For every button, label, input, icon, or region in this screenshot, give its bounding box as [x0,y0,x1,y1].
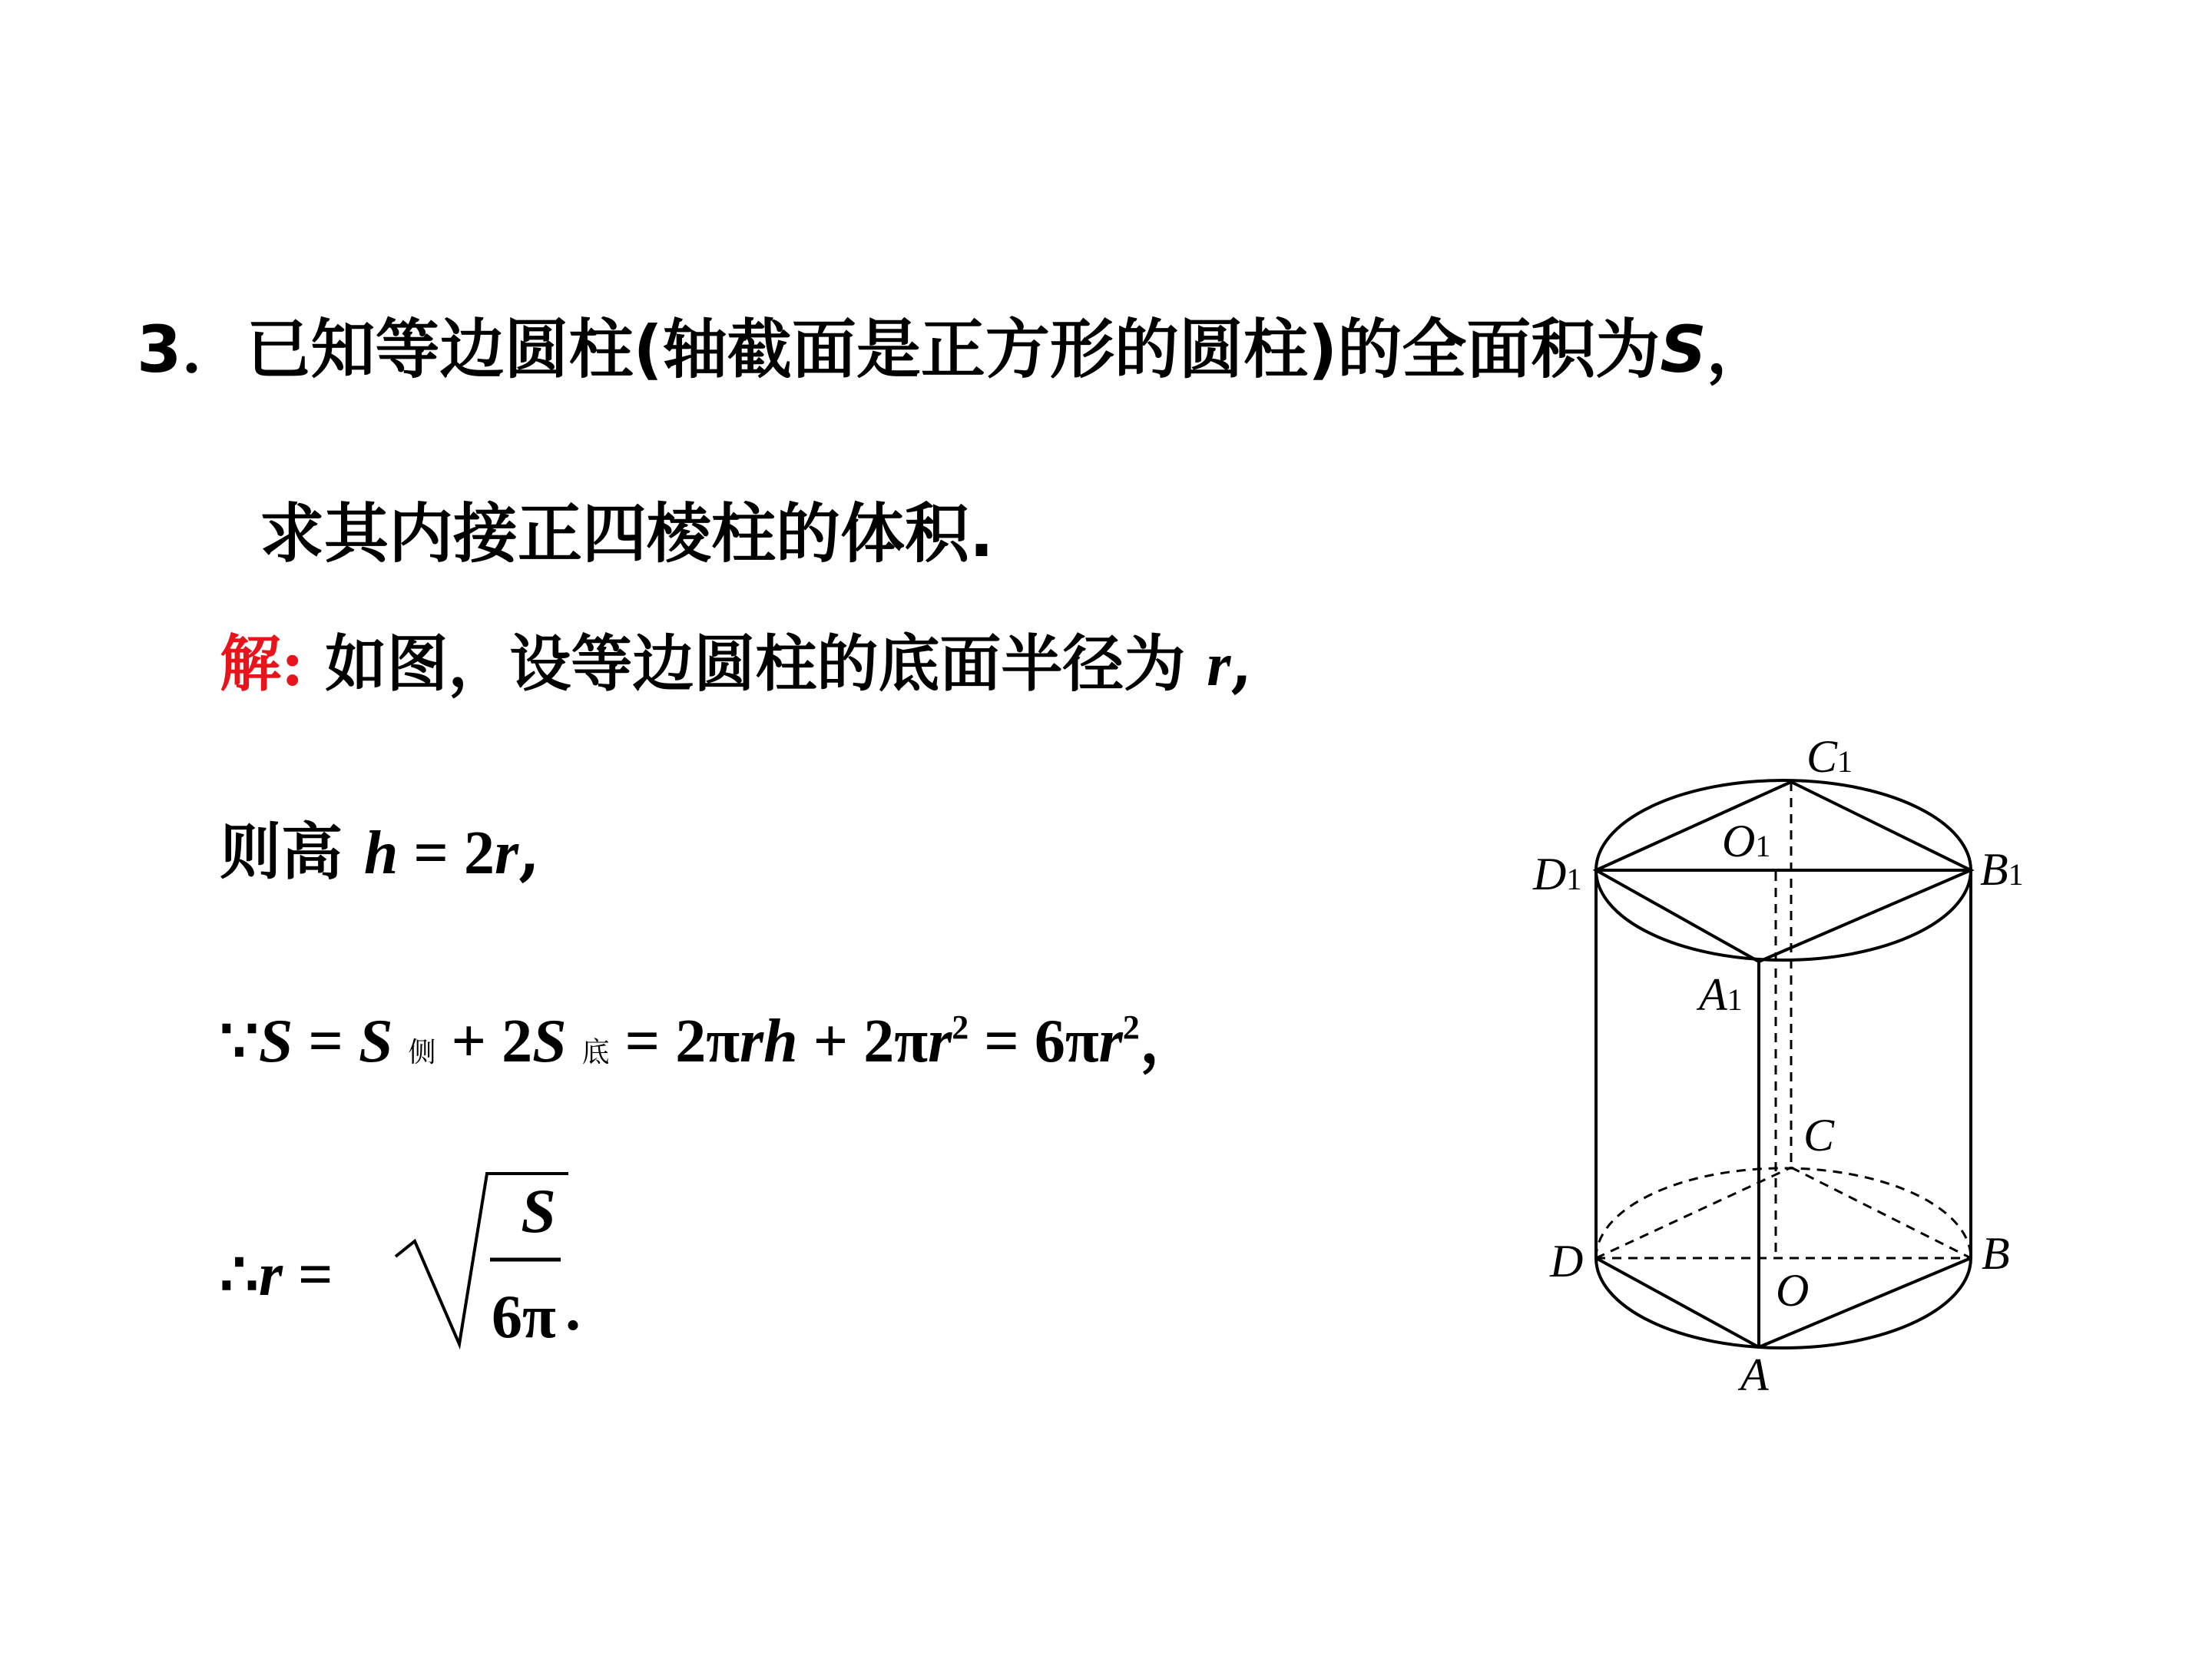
subscript-side: 侧 [408,1037,436,1068]
solution-label: 解: [220,628,304,700]
variable-r: r [1207,631,1231,699]
exponent: 2 [1122,1008,1140,1046]
label-o1: O1 [1722,816,1771,866]
hidden-edge-d-c [1596,1167,1791,1258]
question-text: 已知等边圆柱(轴截面是正方形的圆柱)的全面积为 [246,312,1661,387]
plus-term: + 2 [435,1008,533,1075]
label-a: A [1740,1349,1769,1400]
variable-r: r [1098,1008,1123,1075]
variable-r: r [494,820,519,887]
plus-term: + 2π [797,1008,929,1075]
variable-s: S [359,1008,393,1075]
label-d: D [1550,1236,1584,1286]
solution-text-2: 则高 [220,816,364,888]
because-symbol: ∵ [220,1008,259,1075]
comma: ， [1706,312,1771,387]
equals-term: = 2π [609,1008,740,1075]
label-a1: A1 [1699,969,1743,1020]
period: . [565,1276,581,1343]
equals-2: = 2 [398,820,495,887]
variable-r: r [928,1008,952,1075]
label-b1: B1 [1980,844,2024,895]
solution-text-1: 如图，设等边圆柱的底面半径为 [325,628,1207,700]
comma: , [1230,628,1253,700]
equals-term: = 6π [969,1008,1099,1075]
variable-rh: rh [740,1008,798,1075]
variable-s: S [1660,312,1707,387]
exponent: 2 [952,1008,969,1046]
variable-s: S [258,1008,293,1075]
variable-s: S [532,1008,567,1075]
label-d1: D1 [1533,849,1582,899]
label-b: B [1982,1228,2010,1279]
equals: = [283,1241,333,1309]
variable-h: h [363,820,399,887]
fraction-denominator: 6π [492,1283,556,1351]
comma: , [518,816,540,888]
therefore-symbol: ∴ [220,1241,259,1309]
variable-r: r [258,1241,283,1309]
equals: = [293,1008,359,1075]
comma: ， [1139,1008,1201,1075]
bottom-ellipse-back [1596,1168,1971,1258]
fraction-numerator: S [521,1176,556,1246]
label-c: C [1803,1110,1835,1161]
label-c1: C1 [1806,731,1853,782]
subscript-base: 底 [581,1037,610,1068]
question-number: 3． [137,312,247,387]
label-o: O [1776,1265,1810,1316]
question-line-2: 求其内接正四棱柱的体积. [260,496,994,571]
